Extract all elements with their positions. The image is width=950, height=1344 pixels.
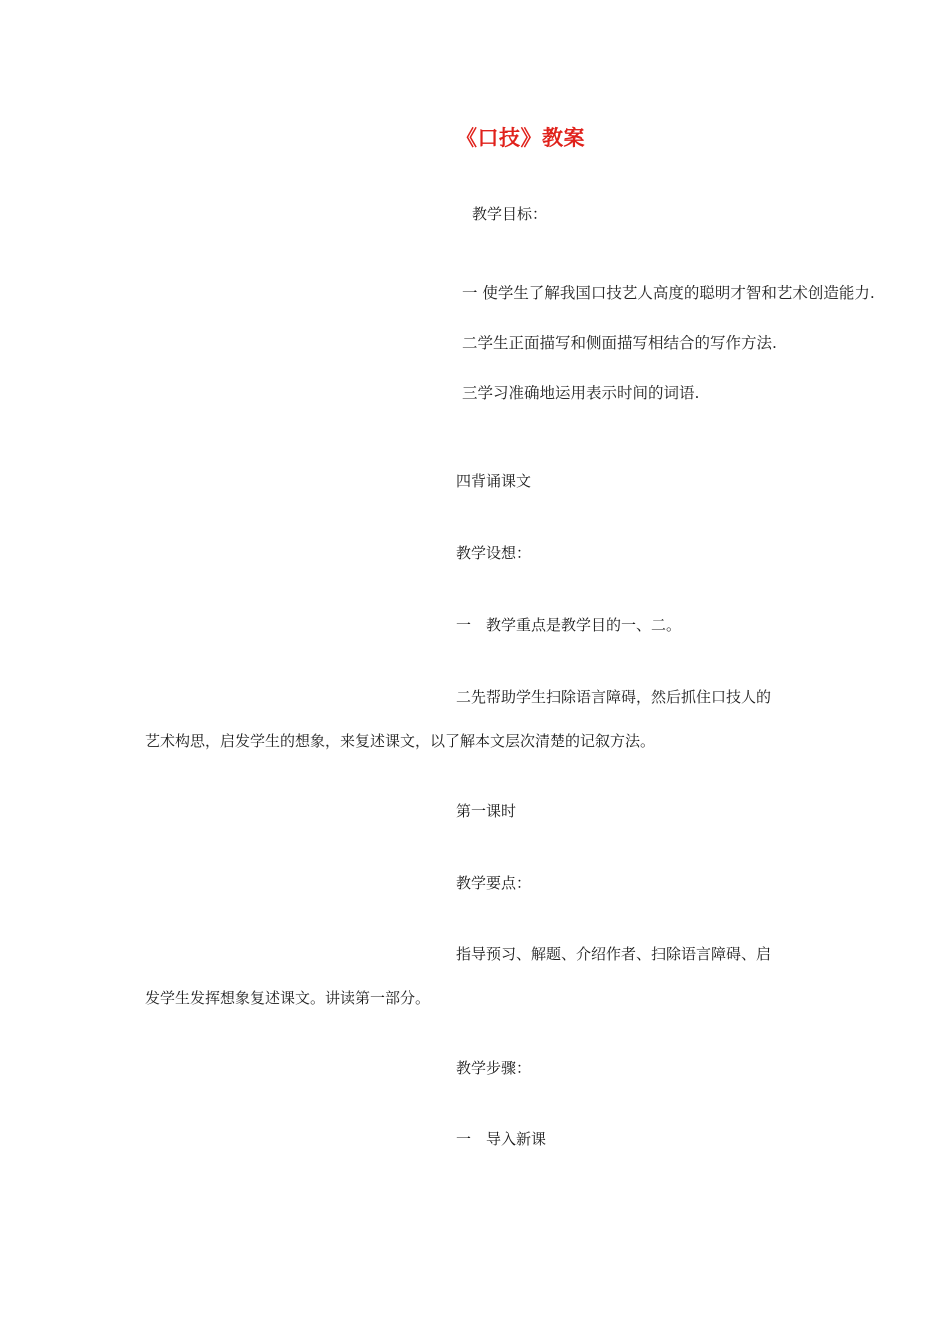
design-item-2-line-2: 艺术构思，启发学生的想象，来复述课文，以了解本文层次清楚的记叙方法。 <box>145 732 656 750</box>
design-heading: 教学设想： <box>456 544 532 562</box>
steps-heading: 教学步骤： <box>456 1059 532 1077</box>
lesson-heading: 第一课时 <box>456 802 517 820</box>
design-item-1: 一 教学重点是教学目的一、二。 <box>456 616 682 634</box>
objective-item-4: 四背诵课文 <box>456 472 532 490</box>
objective-item-1: 一 使学生了解我国口技艺人高度的聪明才智和艺术创造能力. <box>462 284 875 302</box>
points-heading: 教学要点： <box>456 874 532 892</box>
objective-item-2: 二学生正面描写和侧面描写相结合的写作方法. <box>462 334 777 352</box>
step-item-1: 一 导入新课 <box>456 1130 547 1148</box>
points-line-1: 指导预习、解题、介绍作者、扫除语言障碍、启 <box>456 945 772 963</box>
design-item-2-line-1: 二先帮助学生扫除语言障碍，然后抓住口技人的 <box>456 688 772 706</box>
objectives-heading: 教学目标： <box>472 205 548 223</box>
points-line-2: 发学生发挥想象复述课文。讲读第一部分。 <box>145 989 431 1007</box>
document-title: 《口技》教案 <box>456 126 585 150</box>
objective-item-3: 三学习准确地运用表示时间的词语. <box>462 384 700 402</box>
